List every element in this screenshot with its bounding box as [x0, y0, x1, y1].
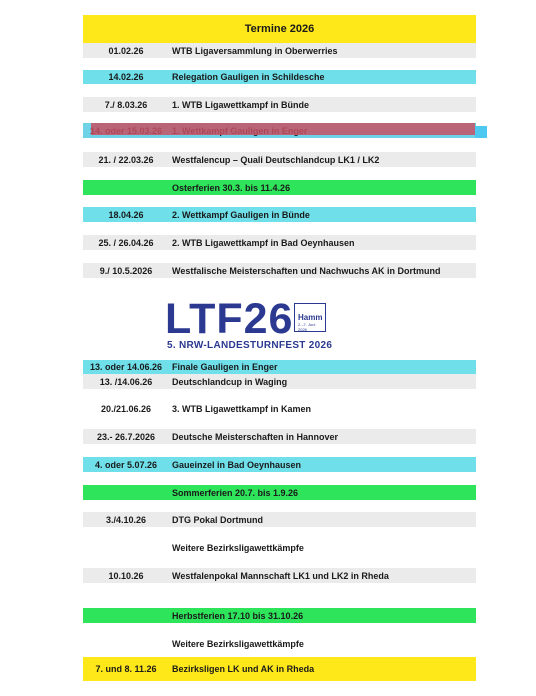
event-name: 1. WTB Ligawettkampf in Bünde — [172, 99, 310, 110]
event-date: 23.- 26.7.2026 — [96, 431, 156, 442]
ltf26-logo — [165, 297, 395, 352]
event-date: 20./21.06.26 — [100, 404, 152, 414]
list-item — [83, 70, 476, 84]
title-text: Termine 2026 — [244, 23, 315, 35]
list-item — [83, 657, 476, 681]
list-item — [83, 235, 476, 250]
event-name: Sommerferien 20.7. bis 1.9.26 — [172, 487, 299, 498]
list-item — [83, 512, 476, 527]
logo-subtitle: 5. NRW-LANDESTURNFEST 2026 — [167, 340, 333, 351]
event-name: DTG Pokal Dortmund — [172, 514, 264, 525]
event-date: 10.10.26 — [108, 570, 144, 581]
event-date: 14.02.26 — [108, 72, 144, 82]
event-name: Westfalencup – Quali Deutschlandcup LK1 / LK2 — [172, 154, 380, 165]
event-name: 2. Wettkampf Gauligen in Bünde — [172, 209, 310, 220]
list-item — [83, 540, 476, 555]
event-name: Deutsche Meisterschaften in Hannover — [172, 431, 339, 442]
event-name: Gaueinzel in Bad Oeynhausen — [172, 459, 302, 470]
event-name: Finale Gauligen in Enger — [172, 362, 278, 372]
event-date: 13. oder 14.06.26 — [89, 362, 163, 372]
list-item — [83, 374, 476, 389]
event-date: 01.02.26 — [108, 45, 144, 56]
event-name: 3. WTB Ligawettkampf in Kamen — [172, 404, 312, 414]
event-name: Herbstferien 17.10 bis 31.10.26 — [172, 610, 304, 621]
event-date: 21. / 22.03.26 — [98, 154, 154, 165]
event-name: WTB Ligaversammlung in Oberwerries — [172, 45, 338, 56]
list-item — [83, 207, 476, 222]
holiday-row — [83, 608, 476, 623]
logo-city-box — [294, 303, 326, 332]
list-item — [83, 360, 476, 374]
event-date: 4. oder 5.07.26 — [94, 459, 158, 470]
event-date: 7. und 8. 11.26 — [95, 664, 157, 674]
event-name: Weitere Bezirksligawettkämpfe — [172, 638, 304, 649]
event-name: Westfalenpokal Mannschaft LK1 und LK2 in Rheda — [172, 570, 389, 581]
list-item — [83, 401, 476, 417]
holiday-row — [83, 485, 476, 500]
list-item — [83, 457, 476, 472]
event-date: 3./4.10.26 — [105, 514, 147, 525]
list-item — [83, 429, 476, 444]
holiday-row — [83, 180, 476, 195]
list-item — [83, 152, 476, 167]
event-name: 2. WTB Ligawettkampf in Bad Oeynhausen — [172, 237, 355, 248]
event-date: 13. /14.06.26 — [99, 376, 153, 387]
list-item — [83, 636, 476, 651]
event-name: Osterferien 30.3. bis 11.4.26 — [172, 182, 291, 193]
event-name: Deutschlandcup in Waging — [172, 376, 288, 387]
event-date: 7./ 8.03.26 — [104, 99, 148, 110]
event-date: 9./ 10.5.2026 — [99, 265, 153, 276]
logo-dates: 2.–7. Juni 2026 — [298, 322, 316, 332]
event-name: Relegation Gauligen in Schildesche — [172, 72, 325, 82]
list-item — [83, 97, 476, 112]
event-name: Westfalische Meisterschaften und Nachwuchs AK in Dortmund — [172, 265, 441, 276]
strike-overlay — [91, 123, 475, 135]
logo-city: Hamm — [298, 313, 323, 322]
list-item — [83, 263, 476, 278]
list-item — [83, 43, 476, 58]
event-date: 25. / 26.04.26 — [98, 237, 154, 248]
page-title — [83, 15, 476, 43]
strike-overlay-edge — [475, 126, 487, 138]
event-date: 18.04.26 — [108, 209, 144, 220]
event-name: Weitere Bezirksligawettkämpfe — [172, 542, 304, 553]
list-item — [83, 568, 476, 583]
logo-main: LTF26 — [165, 295, 294, 343]
event-name: Bezirksligen LK und AK in Rheda — [172, 664, 315, 674]
